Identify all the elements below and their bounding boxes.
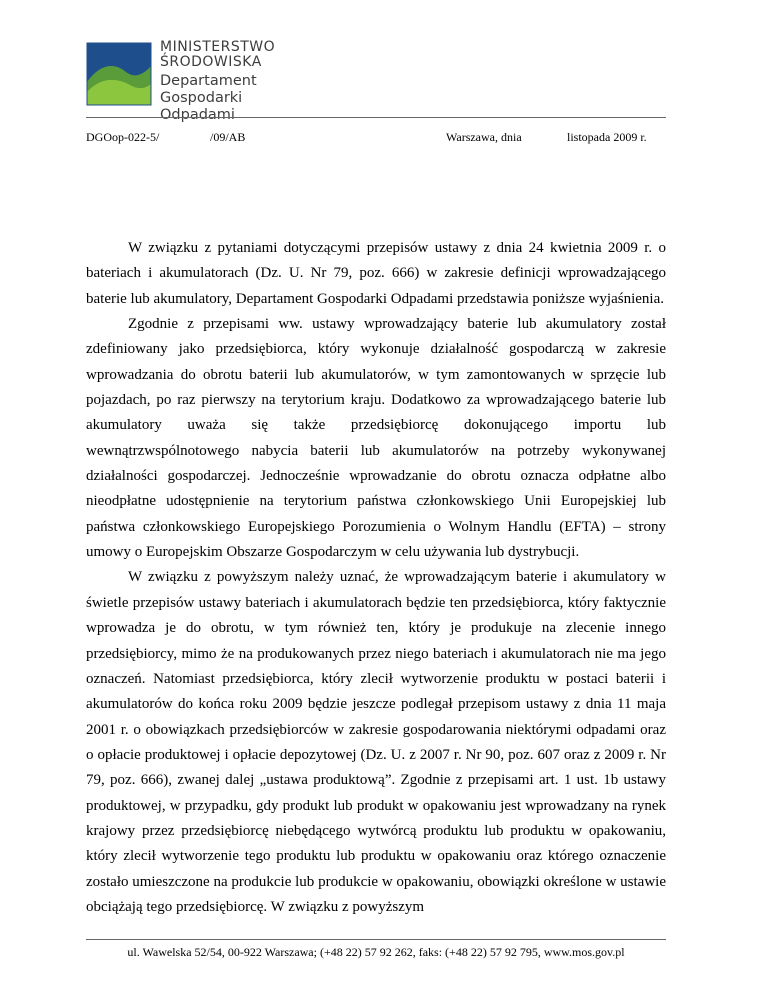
footer-address: ul. Wawelska 52/54, 00-922 Warszawa; (+48 22) 57 92 262, faks: (+48 22) 57 92 795, www.mos.gov.pl [127, 945, 625, 959]
place-date-label: Warszawa, dnia [446, 130, 522, 144]
logo-line-department: Departament Gospodarki [160, 73, 257, 106]
reference-number: DGOop-022-5/ [86, 130, 160, 144]
ministry-logo [86, 39, 336, 123]
paragraph-2: Zgodnie z przepisami ww. ustawy wprowadzający baterie lub akumulatory został zdefiniowany jako przedsiębiorca, który wykonuje działalność gospodarczą w zakresie wprowadzania do obrotu baterii lub akumulatorów, w tym zamontowanych w sprzęcie lub pojazdach, po raz pierwszy na terytorium kraju. Dodatkowo za wprowadzającego baterie lub akumulatory uważa się także przedsiębiorcę dokonującego importu lub wewnątrzwspólnotowego nabycia baterii lub akumulatorów na potrzeby wykonywanej działalności gospodarczej. Jednocześnie wprowadzanie do obrotu oznacza odpłatne albo nieodpłatne udostępnienie na terytorium państwa członkowskiego Unii Europejskiej lub państwa członkowskiego Europejskiego Porozumienia o Wolnym Handlu (EFTA) – strony umowy o Europejskim Obszarze Gospodarczym w celu używania lub dystrybucji. [86, 316, 666, 561]
logo-line-ministerstwo: MINISTERSTWO [160, 39, 276, 55]
letter-body [86, 236, 666, 920]
reference-suffix: /09/AB [210, 130, 246, 144]
paragraph-1: W związku z pytaniami dotyczącymi przepisów ustawy z dnia 24 kwietnia 2009 r. o bateriach i akumulatorach (Dz. U. Nr 79, poz. 666) w zakresie definicji wprowadzającego baterie lub akumulatory, Departament Gospodarki Odpadami przedstawia poniższe wyjaśnienia. [86, 240, 666, 307]
header-divider [86, 117, 666, 118]
logo-text [160, 40, 336, 124]
logo-line-odpadami: Odpadami [160, 107, 235, 123]
footer-divider [86, 939, 666, 940]
ministry-emblem-icon [86, 42, 152, 106]
paragraph-3: W związku z powyższym należy uznać, że wprowadzającym baterie i akumulatory w świetle przepisów ustawy bateriach i akumulatorach będzie ten przedsiębiorca, który faktycznie wprowadza je do obrotu, w tym również ten, który je produkuje na zlecenie innego przedsiębiorcy, mimo że na produkowanych przez niego bateriach i akumulatorach nie ma jego oznaczeń. Natomiast przedsiębiorca, który zlecił wytworzenie produktu w postaci baterii i akumulatorów do końca roku 2009 będzie jeszcze podlegał przepisom ustawy z dnia 11 maja 2001 r. o obowiązkach przedsiębiorców w zakresie gospodarowania niektórymi odpadami oraz o opłacie produktowej i opłacie depozytowej (Dz. U. z 2007 r. Nr 90, poz. 607 oraz z 2009 r. Nr 79, poz. 666), zwanej dalej „ustawa produktową”. Zgodnie z przepisami art. 1 ust. 1b ustawy produktowej, w przypadku, gdy produkt lub produkt w opakowaniu jest wprowadzany na rynek krajowy przez przedsiębiorcę niebędącego wytwórcą produktu lub produktu w opakowaniu, który zlecił wytworzenie tego produktu lub produktu w opakowaniu oraz którego oznaczenie zostało umieszczone na produkcie lub produkcie w opakowaniu, obowiązki określone w ustawie obciążają tego przedsiębiorcę. W związku z powyższym [86, 569, 666, 915]
logo-line-srodowiska: ŚRODOWISKA [160, 54, 262, 70]
letter-date: listopada 2009 r. [567, 130, 647, 144]
